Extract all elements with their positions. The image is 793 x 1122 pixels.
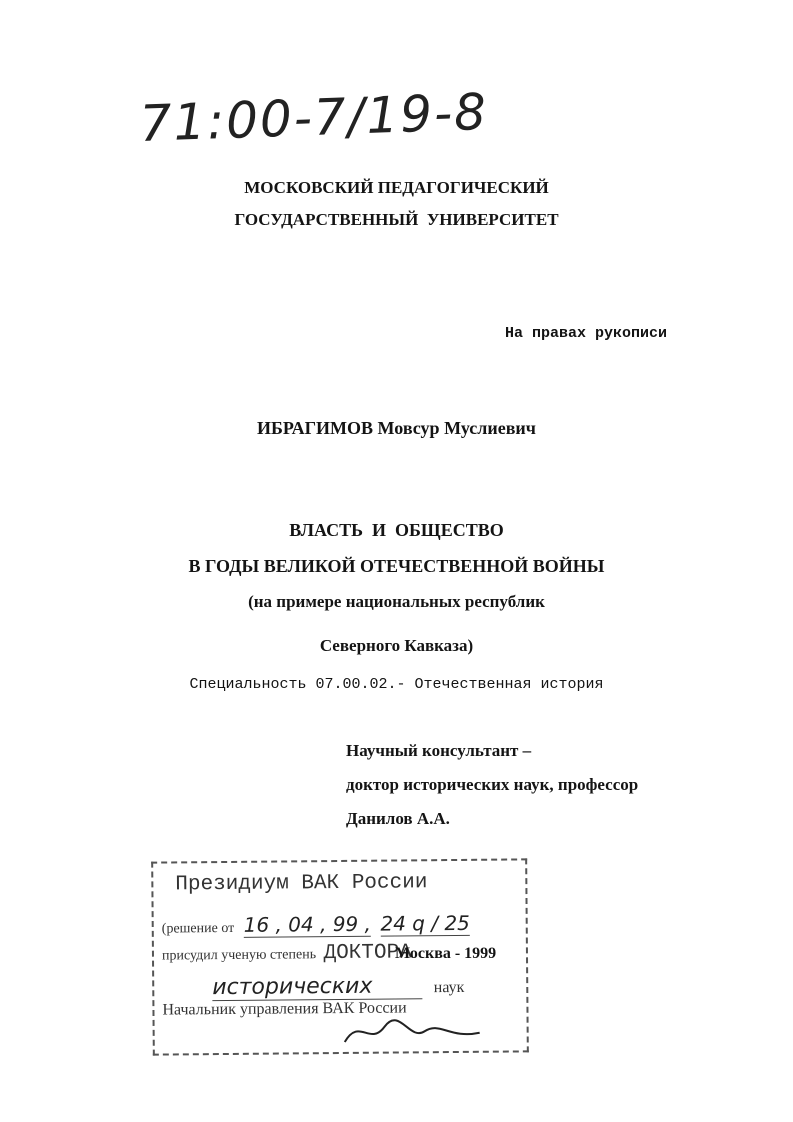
title-line-2: В ГОДЫ ВЕЛИКОЙ ОТЕЧЕСТВЕННОЙ ВОЙНЫ	[188, 556, 605, 576]
title-line-1: ВЛАСТЬ И ОБЩЕСТВО	[289, 520, 504, 540]
stamp-decision-number: 24 q / 25	[380, 910, 470, 936]
place-year: Москва - 1999	[395, 945, 497, 962]
stamp-field-suffix: наук	[433, 978, 465, 997]
stamp-title: Президиум ВАК России	[175, 871, 428, 897]
advisor-line-1: Научный консультант –	[346, 741, 532, 760]
stamp-decision-row	[162, 910, 518, 938]
author-name: ИБРАГИМОВ Мовсур Муслиевич	[257, 418, 536, 438]
signature-icon	[339, 1011, 489, 1050]
institution-line-2: ГОСУДАРСТВЕННЫЙ УНИВЕРСИТЕТ	[234, 210, 559, 229]
advisor-line-2: доктор исторических наук, профессор	[346, 775, 639, 794]
stamp-footer: Начальник управления ВАК России	[162, 999, 407, 1019]
stamp-field-row	[162, 972, 518, 1001]
stamp-degree-prefix: присудил ученую степень	[161, 947, 317, 964]
stamp-decision-fill: 16 , 04 , 99 ,	[243, 911, 372, 937]
title-line-4: Северного Кавказа)	[319, 636, 474, 655]
rights-note: На правах рукописи	[505, 325, 668, 342]
stamp-decision-prefix: (решение от	[161, 920, 235, 937]
stamp-field-fill: исторических	[212, 973, 422, 1001]
handwritten-code: 71:00-7/19-8	[138, 82, 489, 153]
title-line-3: (на примере национальных республик	[248, 592, 545, 611]
stamp-degree-value: ДОКТОРА	[323, 941, 412, 966]
specialty: Специальность 07.00.02.- Отечественная история	[189, 676, 604, 693]
institution-line-1: МОСКОВСКИЙ ПЕДАГОГИЧЕСКИЙ	[244, 178, 549, 197]
advisor-line-3: Данилов А.А.	[346, 809, 450, 828]
